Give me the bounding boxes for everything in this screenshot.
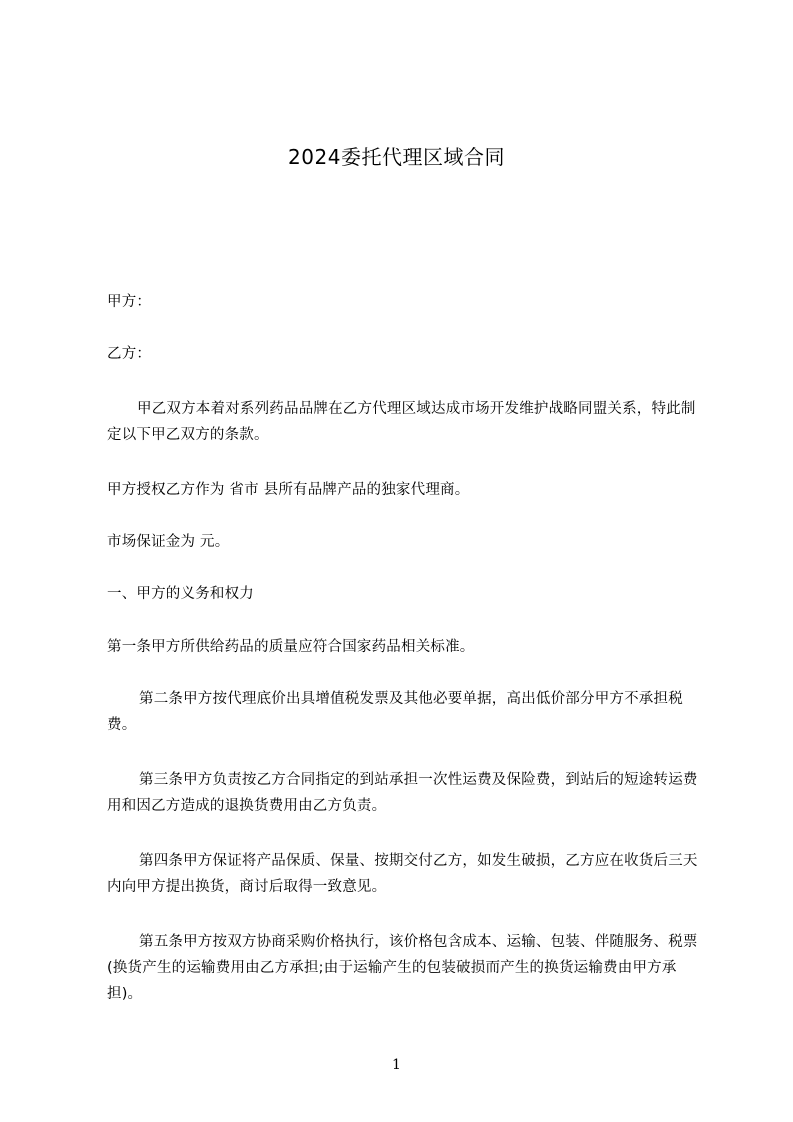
party-b-label: 乙方： <box>107 346 152 362</box>
preamble-paragraph: 甲乙双方本着对系列药品品牌在乙方代理区域达成市场开发维护战略同盟关系，特此制定以下甲乙双方的条款。 <box>107 401 696 443</box>
section-one-heading: 一、甲方的义务和权力 <box>107 586 254 602</box>
article-2: 第二条甲方按代理底价出具增值税发票及其他必要单据，高出低价部分甲方不承担税费。 <box>107 691 683 733</box>
article-4: 第四条甲方保证将产品保质、保量、按期交付乙方，如发生破损，乙方应在收货后三天内向甲方提出换货，商讨后取得一致意见。 <box>107 853 698 895</box>
page-number: 1 <box>392 1057 401 1073</box>
party-a-label: 甲方： <box>107 294 152 310</box>
document-title: 2024委托代理区域合同 <box>288 145 505 169</box>
article-5: 第五条甲方按双方协商采购价格执行，该价格包含成本、运输、包装、伴随服务、税票(换货产生的运输费用由乙方承担;由于运输产生的包装破损而产生的换货运输费由甲方承担)。 <box>107 934 698 1002</box>
deposit-paragraph: 市场保证金为 元。 <box>107 534 230 550</box>
article-1: 第一条甲方所供给药品的质量应符合国家药品相关标准。 <box>107 639 475 655</box>
article-3: 第三条甲方负责按乙方合同指定的到站承担一次性运费及保险费，到站后的短途转运费用和因乙方造成的退换货费用由乙方负责。 <box>107 772 698 814</box>
authorization-paragraph: 甲方授权乙方作为 省市 县所有品牌产品的独家代理商。 <box>107 482 470 498</box>
